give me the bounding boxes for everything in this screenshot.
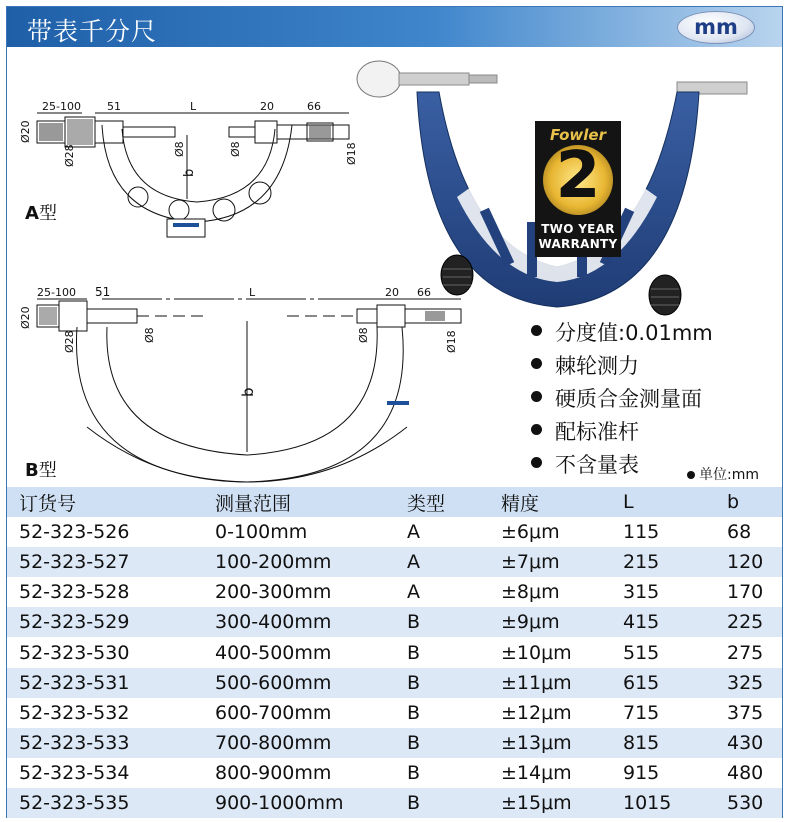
cell-range: 100-200mm [215,551,332,574]
cell-order-no: 52-323-534 [19,761,130,784]
col-header-range: 测量范围 [215,492,292,515]
col-header-L: L [623,491,634,514]
cell-accuracy: ±12μm [501,701,572,724]
cell-range: 0-100mm [215,521,308,544]
cell-type: A [407,521,420,544]
col-header-b: b [727,491,740,514]
cell-L: 315 [623,581,660,604]
cell-L: 215 [623,551,660,574]
header-bar [7,7,782,47]
cell-type: B [407,701,421,724]
cell-order-no: 52-323-533 [19,731,130,754]
cell-range: 500-600mm [215,671,332,694]
dim-a-L: L [190,100,197,113]
bullet-icon [687,471,695,479]
cell-accuracy: ±13μm [501,731,572,754]
type-a-drawing [7,47,377,247]
cell-L: 1015 [623,791,672,814]
product-panel [6,6,783,818]
cell-L: 715 [623,701,660,724]
cell-range: 400-500mm [215,641,332,664]
cell-order-no: 52-323-532 [19,701,130,724]
warranty-line-1: TWO YEAR [541,222,615,236]
dim-a-b: b [182,168,197,177]
cell-b: 120 [727,551,764,574]
dim-b-66: 66 [417,286,431,299]
brand-logo: Fowler [550,126,606,144]
cell-type: A [407,581,420,604]
cell-L: 415 [623,611,660,634]
cell-b: 325 [727,671,764,694]
dim-b-dia8-right: Ø8 [357,327,370,343]
feature-item: 硬质合金测量面 [527,383,713,416]
bullet-icon [531,424,542,435]
cell-order-no: 52-323-529 [19,611,130,634]
cell-accuracy: ±9μm [501,611,560,634]
dim-b-dia18: Ø18 [445,330,458,353]
warranty-badge [535,121,621,257]
table-row [7,637,782,667]
cell-L: 115 [623,521,660,544]
table-row [7,577,782,607]
dim-a-dia28: Ø28 [63,144,76,167]
cell-range: 300-400mm [215,611,332,634]
dim-a-dia8-left: Ø8 [173,141,186,157]
table-row [7,728,782,758]
cell-b: 530 [727,791,764,814]
cell-order-no: 52-323-526 [19,521,130,544]
dim-a-range: 25-100 [42,100,81,113]
cell-order-no: 52-323-531 [19,671,130,694]
cell-order-no: 52-323-535 [19,791,130,814]
feature-item: 配标准杆 [527,416,713,449]
cell-b: 275 [727,641,764,664]
bullet-icon [531,325,542,336]
dim-a-66: 66 [307,100,321,113]
cell-b: 225 [727,611,764,634]
dim-a-20: 20 [260,100,274,113]
type-a-label: A型 [25,203,57,224]
dim-b-b: b [239,387,257,397]
cell-b: 68 [727,521,752,544]
cell-accuracy: ±11μm [501,671,572,694]
cell-accuracy: ±10μm [501,641,572,664]
table-header-row [7,487,782,517]
cell-L: 815 [623,731,660,754]
table-row [7,758,782,788]
dim-b-dia28: Ø28 [63,330,76,353]
cell-range: 700-800mm [215,731,332,754]
cell-accuracy: ±15μm [501,791,572,814]
dim-b-dia20: Ø20 [19,306,32,329]
cell-type: B [407,761,421,784]
bullet-icon [531,391,542,402]
cell-b: 170 [727,581,764,604]
cell-accuracy: ±8μm [501,581,560,604]
table-row [7,607,782,637]
cell-range: 200-300mm [215,581,332,604]
warranty-line-2: WARRANTY [538,237,618,251]
cell-accuracy: ±6μm [501,521,560,544]
cell-order-no: 52-323-530 [19,641,130,664]
cell-b: 375 [727,701,764,724]
type-b-label: B型 [25,460,57,481]
cell-type: B [407,731,421,754]
table-row [7,788,782,818]
table-row [7,547,782,577]
cell-order-no: 52-323-527 [19,551,130,574]
cell-range: 800-900mm [215,761,332,784]
cell-L: 515 [623,641,660,664]
cell-type: A [407,551,420,574]
bullet-icon [531,457,542,468]
dim-b-20: 20 [385,286,399,299]
spec-table [7,487,782,818]
warranty-years: 2 [555,139,601,213]
cell-b: 430 [727,731,764,754]
cell-accuracy: ±14μm [501,761,572,784]
cell-L: 915 [623,761,660,784]
unit-badge: mm [677,11,755,44]
table-row [7,698,782,728]
cell-order-no: 52-323-528 [19,581,130,604]
col-header-accuracy: 精度 [501,492,540,515]
feature-item: 分度值:0.01mm [527,317,713,350]
dim-a-dia18: Ø18 [345,142,358,165]
cell-type: B [407,611,421,634]
dim-a-dia20: Ø20 [19,120,32,143]
cell-b: 480 [727,761,764,784]
cell-accuracy: ±7μm [501,551,560,574]
cell-range: 600-700mm [215,701,332,724]
cell-type: B [407,641,421,664]
cell-L: 615 [623,671,660,694]
bullet-icon [531,358,542,369]
dim-b-L: L [249,286,256,299]
cell-range: 900-1000mm [215,791,344,814]
page-title: 带表千分尺 [27,17,158,46]
dim-a-51: 51 [107,100,121,113]
dim-a-dia8-right: Ø8 [229,141,242,157]
unit-note: 单位:mm [687,464,759,484]
dim-b-51: 51 [95,285,111,299]
drawing-area [7,47,782,487]
col-header-order-no: 订货号 [19,492,77,515]
cell-type: B [407,791,421,814]
feature-item: 棘轮测力 [527,350,713,383]
col-header-type: 类型 [407,492,446,515]
feature-list [527,317,713,482]
dim-b-range: 25-100 [37,286,76,299]
dim-b-dia8-left: Ø8 [143,327,156,343]
table-row [7,517,782,547]
table-row [7,668,782,698]
feature-item: 不含量表 [527,449,713,482]
cell-type: B [407,671,421,694]
